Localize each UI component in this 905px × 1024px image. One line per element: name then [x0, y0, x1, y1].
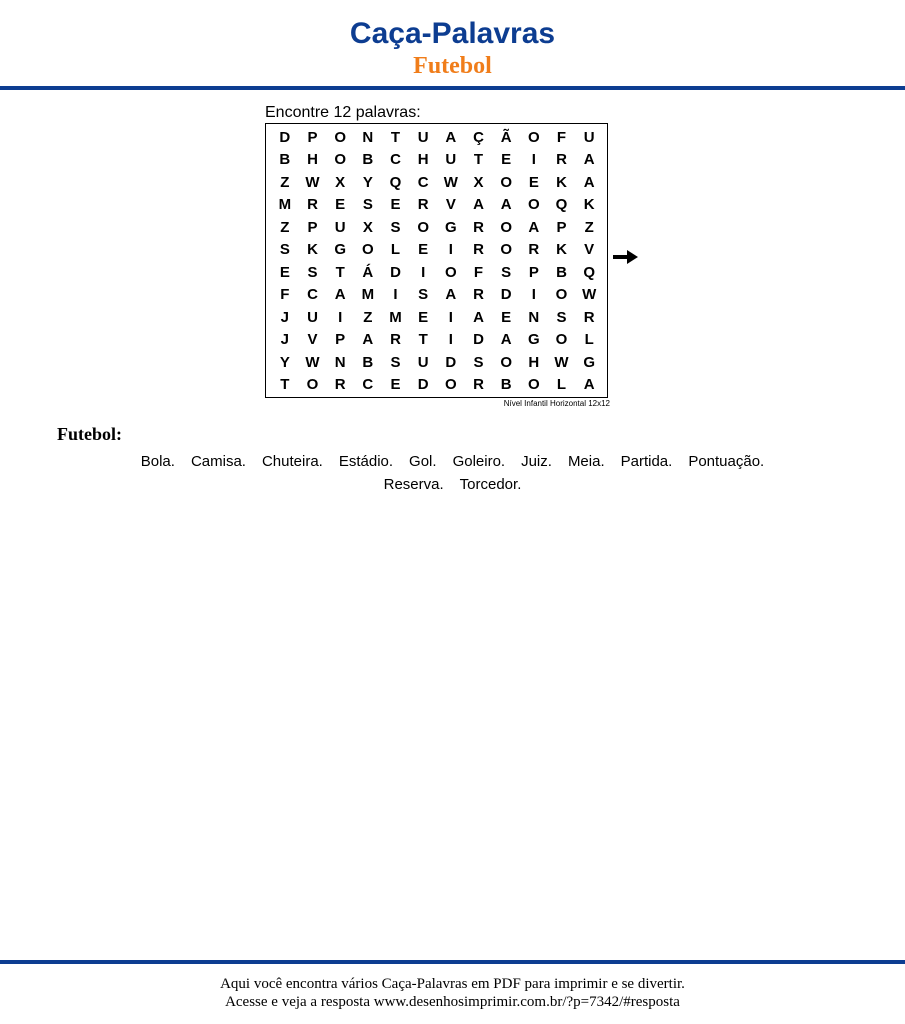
grid-cell: A	[473, 196, 484, 214]
grid-cell: I	[448, 308, 453, 326]
word-list	[40, 450, 865, 496]
grid-cell: D	[445, 353, 457, 371]
grid-cell: L	[390, 241, 401, 259]
grid-cell: B	[279, 151, 291, 169]
grid-cell: O	[361, 241, 374, 259]
grid-cell: Z	[280, 173, 290, 191]
grid-cell: P	[556, 218, 567, 236]
grid-cell: E	[501, 151, 512, 169]
grid-cell: A	[583, 151, 595, 169]
puzzle-instruction: Encontre 12 palavras:	[265, 104, 421, 121]
grid-cell: F	[473, 263, 484, 281]
grid-cell: O	[417, 218, 429, 236]
grid-cell: O	[306, 376, 319, 394]
grid-cell: R	[473, 376, 484, 394]
grid-cell: E	[390, 196, 401, 214]
word-list-item: Bola.	[140, 453, 175, 470]
grid-cell: K	[556, 241, 567, 259]
word-list-item: Camisa.	[190, 453, 246, 470]
grid-cell: D	[390, 263, 401, 281]
grid-cell: L	[584, 331, 594, 349]
grid-cell: H	[528, 353, 540, 371]
grid-cell: A	[445, 128, 457, 146]
grid-cell: S	[556, 308, 567, 326]
grid-cell: R	[390, 331, 401, 349]
grid-cell: O	[555, 331, 568, 349]
grid-cell: G	[527, 331, 540, 349]
grid-cell: N	[528, 308, 540, 326]
grid-cell: T	[335, 263, 345, 281]
grid-cell: Q	[555, 196, 568, 214]
grid-cell: O	[334, 151, 346, 169]
grid-cell: V	[307, 331, 318, 349]
grid-cell: S	[307, 263, 318, 281]
grid-cell: Y	[362, 173, 373, 191]
grid-cell: R	[307, 196, 318, 214]
word-search-grid	[271, 126, 603, 396]
grid-cell: U	[417, 128, 429, 146]
grid-cell: G	[583, 353, 595, 371]
grid-cell: O	[444, 376, 457, 394]
grid-cell: T	[390, 128, 401, 146]
grid-cell: E	[418, 308, 429, 326]
grid-cell: A	[583, 376, 595, 394]
word-list-item: Estádio.	[338, 453, 394, 470]
word-search-grid-frame	[265, 123, 608, 398]
grid-cell: C	[390, 151, 401, 169]
grid-cell: R	[473, 218, 484, 236]
grid-cell: T	[418, 331, 428, 349]
grid-cell: R	[528, 241, 540, 259]
grid-cell: R	[583, 308, 595, 326]
grid-cell: O	[500, 241, 512, 259]
footer-text: Aqui você encontra vários Caça-Palavras em PDF para imprimir e se divertir.	[220, 976, 685, 992]
grid-cell: O	[527, 376, 540, 394]
grid-cell: Ç	[473, 128, 484, 146]
top-divider	[0, 86, 905, 90]
grid-cell: U	[417, 353, 429, 371]
grid-cell: B	[362, 151, 374, 169]
grid-cell: B	[500, 376, 512, 394]
word-list-item: Goleiro.	[452, 453, 506, 470]
grid-cell: Q	[583, 263, 595, 281]
word-list-title: Futebol:	[57, 424, 122, 444]
grid-cell: A	[528, 218, 540, 236]
grid-cell: F	[556, 128, 567, 146]
grid-cell: W	[305, 353, 320, 371]
word-list-item: Meia.	[567, 453, 605, 470]
grid-cell: V	[584, 241, 595, 259]
grid-cell: O	[334, 128, 346, 146]
grid-cell: W	[554, 353, 569, 371]
word-list-item: Gol.	[409, 453, 437, 470]
grid-cell: U	[583, 128, 595, 146]
grid-cell: O	[527, 196, 540, 214]
grid-cell: E	[279, 263, 290, 281]
grid-cell: I	[531, 286, 536, 304]
page-title: Caça-Palavras	[349, 17, 556, 50]
grid-cell: P	[307, 218, 318, 236]
grid-cell: I	[448, 331, 453, 349]
level-note: Nível Infantil Horizontal 12x12	[503, 399, 610, 408]
grid-cell: X	[473, 173, 484, 191]
word-list-item: Chuteira.	[261, 453, 323, 470]
grid-cell: B	[556, 263, 567, 281]
grid-cell: O	[444, 263, 457, 281]
grid-cell: S	[501, 263, 512, 281]
grid-cell: K	[307, 241, 318, 259]
grid-cell: D	[500, 286, 512, 304]
grid-cell: X	[335, 173, 346, 191]
grid-cell: V	[445, 196, 456, 214]
grid-cell: N	[334, 353, 346, 371]
grid-cell: I	[421, 263, 426, 281]
grid-cell: R	[334, 376, 346, 394]
grid-cell: I	[393, 286, 398, 304]
grid-cell: P	[335, 331, 346, 349]
grid-cell: G	[334, 241, 346, 259]
grid-cell: W	[582, 286, 597, 304]
word-list-item: Juiz.	[521, 453, 552, 470]
grid-cell: U	[307, 308, 318, 326]
grid-cell: S	[390, 353, 401, 371]
right-arrow-icon	[613, 249, 639, 265]
grid-cell: M	[361, 286, 375, 304]
grid-cell: R	[556, 151, 567, 169]
grid-cell: A	[583, 173, 595, 191]
word-list-item: Torcedor.	[459, 476, 522, 493]
grid-cell: Y	[279, 353, 290, 371]
grid-cell: G	[444, 218, 457, 236]
word-list-item: Reserva.	[383, 476, 444, 493]
grid-cell: T	[473, 151, 484, 169]
grid-cell: T	[280, 376, 290, 394]
grid-cell: C	[362, 376, 374, 394]
grid-cell: X	[362, 218, 373, 236]
grid-cell: O	[555, 286, 568, 304]
grid-cell: R	[473, 286, 484, 304]
grid-cell: K	[556, 173, 567, 191]
grid-cell: R	[473, 241, 484, 259]
grid-cell: A	[362, 331, 374, 349]
grid-cell: D	[417, 376, 429, 394]
grid-cell: U	[445, 151, 457, 169]
grid-cell: O	[500, 173, 512, 191]
grid-cell: O	[500, 218, 512, 236]
grid-cell: S	[473, 353, 484, 371]
grid-cell: U	[334, 218, 346, 236]
grid-cell: S	[390, 218, 401, 236]
grid-cell: S	[279, 241, 290, 259]
word-list-line-1	[40, 450, 865, 473]
grid-cell: W	[443, 173, 458, 191]
grid-cell: D	[279, 128, 291, 146]
grid-cell: P	[528, 263, 539, 281]
bottom-divider	[0, 960, 905, 964]
grid-cell: H	[417, 151, 429, 169]
grid-cell: J	[280, 308, 289, 326]
word-list-item: Pontuação.	[688, 453, 765, 470]
grid-cell: O	[500, 353, 512, 371]
grid-cell: W	[305, 173, 320, 191]
grid-cell: E	[418, 241, 429, 259]
grid-cell: N	[362, 128, 374, 146]
grid-cell: R	[417, 196, 429, 214]
grid-cell: I	[448, 241, 453, 259]
grid-cell: L	[556, 376, 567, 394]
grid-cell: E	[501, 308, 512, 326]
grid-cell: J	[280, 331, 289, 349]
grid-cell: S	[418, 286, 429, 304]
grid-cell: Q	[389, 173, 402, 191]
grid-cell: A	[500, 196, 512, 214]
grid-cell: P	[307, 128, 318, 146]
grid-cell: Z	[584, 218, 594, 236]
grid-cell: E	[390, 376, 401, 394]
grid-cell: I	[338, 308, 343, 326]
grid-cell: M	[278, 196, 292, 214]
word-list-item: Partida.	[620, 453, 673, 470]
grid-cell: Z	[280, 218, 290, 236]
grid-cell: E	[335, 196, 346, 214]
grid-cell: D	[473, 331, 484, 349]
grid-cell: C	[417, 173, 429, 191]
grid-cell: K	[583, 196, 595, 214]
grid-cell: F	[280, 286, 290, 304]
grid-cell: E	[528, 173, 539, 191]
grid-cell: Z	[363, 308, 373, 326]
grid-cell: A	[473, 308, 484, 326]
grid-cell: S	[362, 196, 373, 214]
grid-cell: H	[307, 151, 318, 169]
grid-cell: O	[527, 128, 540, 146]
footer-link-text: Acesse e veja a resposta www.desenhosimprimir.com.br/?p=7342/#resposta	[225, 994, 680, 1010]
grid-cell: C	[307, 286, 318, 304]
grid-cell: A	[334, 286, 346, 304]
grid-cell: I	[531, 151, 536, 169]
grid-cell: B	[362, 353, 374, 371]
grid-cell: Á	[362, 263, 374, 281]
grid-cell: M	[389, 308, 402, 326]
grid-cell: A	[500, 331, 512, 349]
page-subtitle: Futebol	[413, 53, 492, 79]
word-list-line-2	[40, 473, 865, 496]
grid-cell: Ã	[500, 128, 512, 146]
grid-cell: A	[445, 286, 457, 304]
